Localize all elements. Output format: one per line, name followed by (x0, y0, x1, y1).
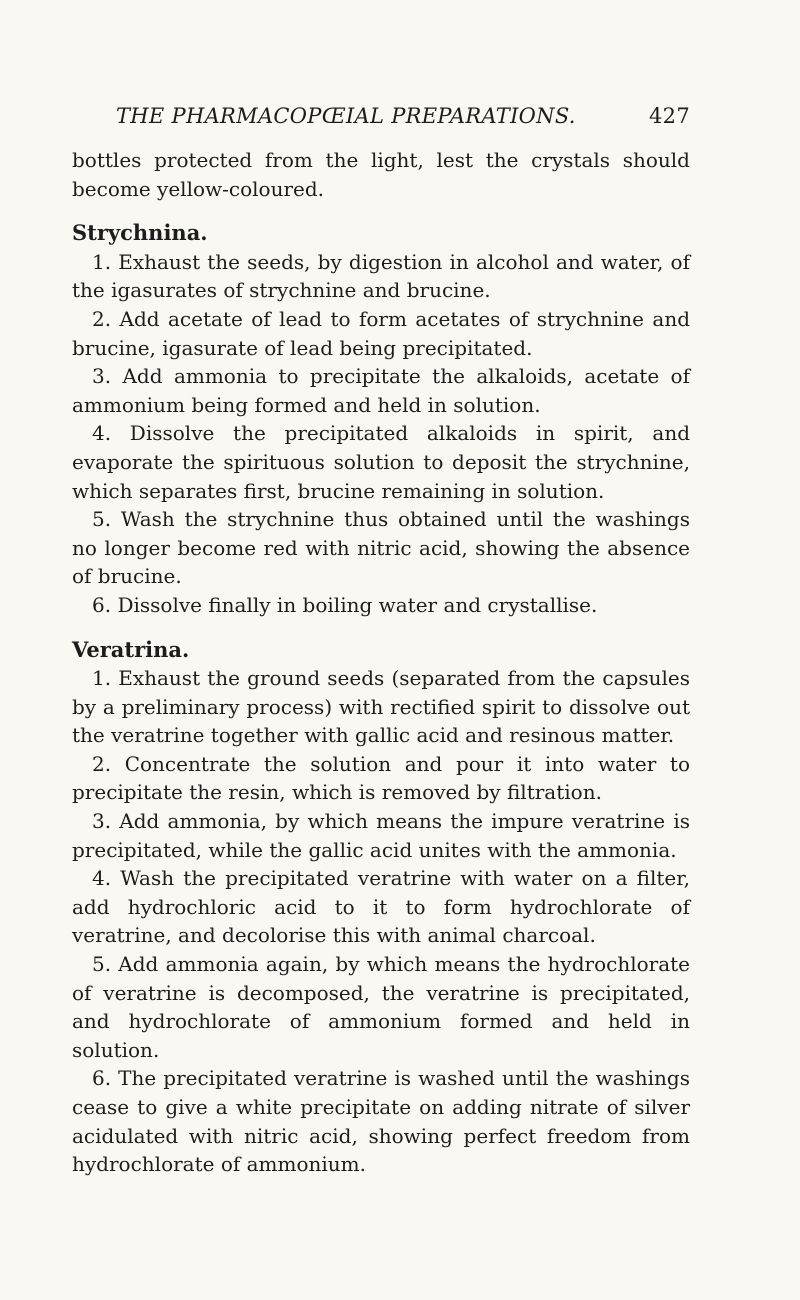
veratrina-step-6: 6. The precipitated veratrine is washed until the washings cease to give a white precipitate on adding nitrate of silver acidulated with nitric acid, showing perfect freedom from hydrochlorate of ammonium. (72, 1066, 690, 1177)
veratrina-step-5: 5. Add ammonia again, by which means the hydrochlorate of veratrine is decomposed, the veratrine is precipitated, and hydrochlorate of ammonium formed and held in solution. (72, 952, 690, 1062)
running-header (116, 104, 690, 132)
page-body (72, 146, 690, 1179)
strychnina-step-2: 2. Add acetate of lead to form acetates of strychnine and brucine, igasurate of lead being precipitated. (72, 306, 690, 360)
section-heading-veratrina: Veratrina. (72, 636, 190, 662)
section-heading-strychnina: Strychnina. (72, 220, 208, 246)
strychnina-step-5: 5. Wash the strychnine thus obtained until the washings no longer become red with nitric acid, showing the absence of brucine. (72, 507, 690, 589)
veratrina-step-4: 4. Wash the precipitated veratrine with water on a filter, add hydrochloric acid to it to form hydrochlorate of veratrine, and decolorise this with animal charcoal. (72, 866, 690, 948)
strychnina-step-1: 1. Exhaust the seeds, by digestion in alcohol and water, of the igasurates of strychnine and brucine. (72, 249, 690, 303)
veratrina-step-3: 3. Add ammonia, by which means the impure veratrine is precipitated, while the gallic acid unites with the ammonia. (72, 809, 690, 862)
veratrina-step-2: 2. Concentrate the solution and pour it into water to precipitate the resin, which is removed by filtration. (72, 751, 690, 805)
strychnina-step-3: 3. Add ammonia to precipitate the alkaloids, acetate of ammonium being formed and held in solution. (72, 364, 690, 417)
page-number: 427 (649, 104, 690, 128)
intro-paragraph: bottles protected from the light, lest the crystals should become yellow-coloured. (72, 148, 690, 201)
veratrina-step-1: 1. Exhaust the ground seeds (separated from the capsules by a preliminary process) with rectified spirit to dissolve out the veratrine together with gallic acid and resinous matter. (72, 666, 690, 748)
strychnina-step-6: 6. Dissolve finally in boiling water and crystallise. (92, 592, 598, 617)
strychnina-step-4: 4. Dissolve the precipitated alkaloids in spirit, and evaporate the spirituous solution to deposit the strychnine, which separates first, brucine remaining in solution. (72, 421, 690, 503)
header-title: THE PHARMACOPŒIAL PREPARATIONS. (116, 104, 576, 128)
